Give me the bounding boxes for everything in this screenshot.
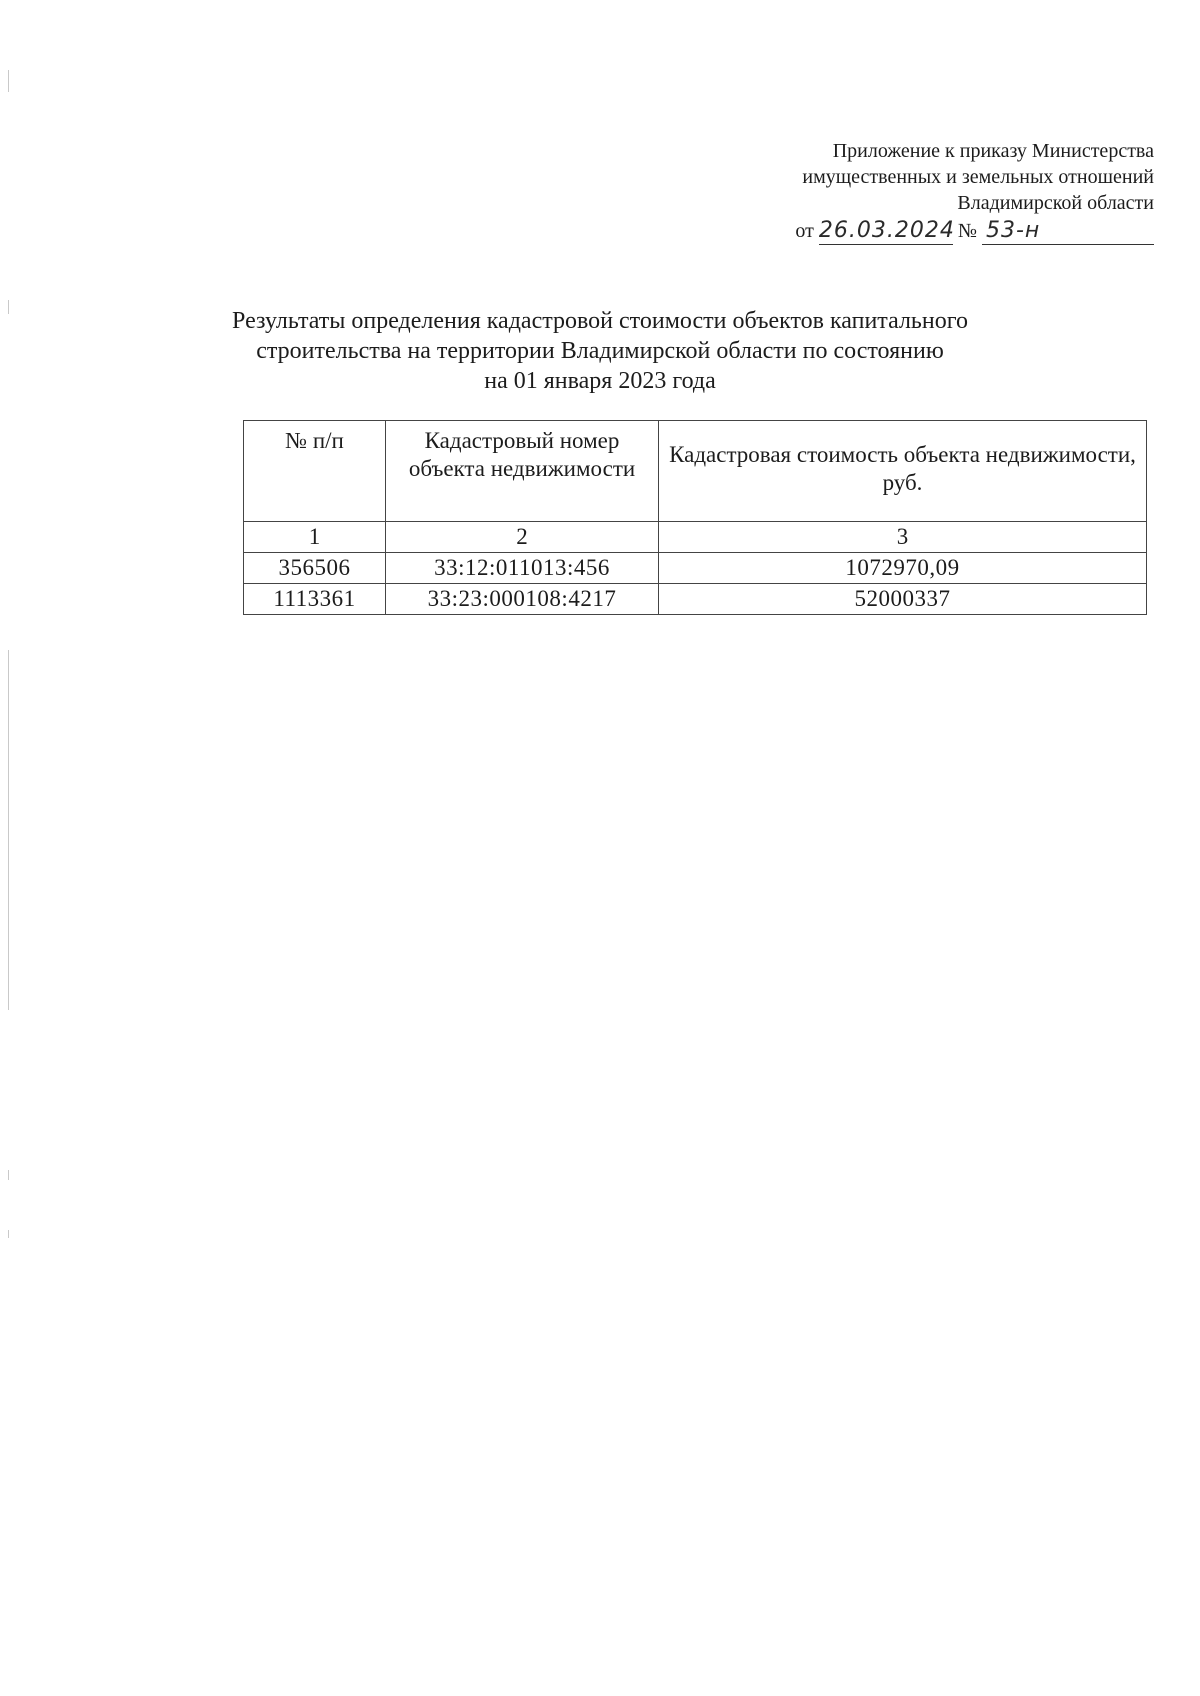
cadastral-value: 1072970,09 (659, 553, 1147, 584)
order-number: 53-н (982, 218, 1154, 245)
appendix-line-1: Приложение к приказу Министерства (832, 140, 1154, 162)
column-numbers-row (244, 522, 1147, 553)
column-number: 2 (386, 522, 659, 553)
header-cadastral-value: Кадастровая стоимость объекта недвижимости, руб. (659, 421, 1147, 522)
table-header-row (244, 421, 1147, 522)
number-label: № (957, 220, 977, 242)
cadastral-value: 52000337 (659, 584, 1147, 615)
header-cadastral-number: Кадастровый номер объекта недвижимости (386, 421, 659, 522)
table-row (244, 584, 1147, 615)
title-line-3: на 01 января 2023 года (484, 368, 716, 394)
header-row-number: № п/п (244, 421, 386, 522)
from-label: от (795, 220, 814, 242)
document-title (150, 306, 1050, 396)
title-line-1: Результаты определения кадастровой стоимости объектов капитального (232, 308, 968, 334)
row-number: 356506 (244, 553, 386, 584)
appendix-line-3: Владимирской области (957, 192, 1154, 214)
title-line-2: строительства на территории Владимирской области по состоянию (256, 338, 944, 364)
scan-mark (8, 1230, 9, 1238)
row-number: 1113361 (244, 584, 386, 615)
column-number: 3 (659, 522, 1147, 553)
cadastral-value-table (243, 420, 1147, 615)
cadastral-number: 33:12:011013:456 (386, 553, 659, 584)
appendix-line-2: имущественных и земельных отношений (802, 166, 1154, 188)
scan-mark (8, 650, 9, 1010)
scan-mark (8, 70, 9, 92)
column-number: 1 (244, 522, 386, 553)
scan-mark (8, 300, 9, 314)
scan-mark (8, 1170, 9, 1180)
order-date: 26.03.2024 (818, 218, 955, 243)
table-row (244, 553, 1147, 584)
order-reference (634, 218, 1154, 245)
cadastral-number: 33:23:000108:4217 (386, 584, 659, 615)
appendix-header (634, 138, 1154, 245)
